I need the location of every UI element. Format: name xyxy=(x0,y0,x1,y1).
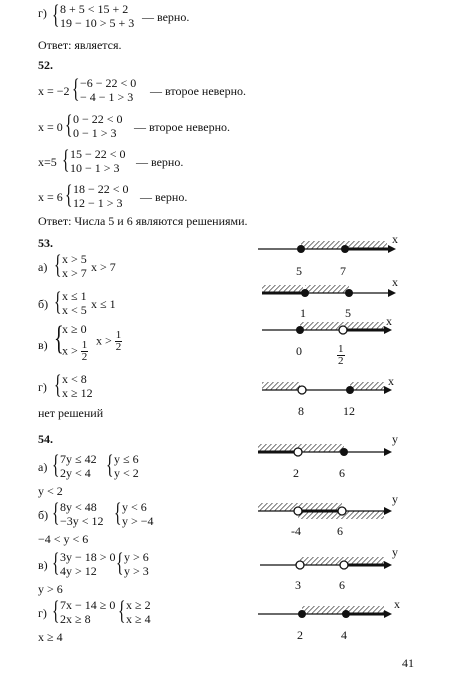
system-line: −3y < 12 xyxy=(60,514,104,528)
system-line: y > −4 xyxy=(122,514,154,528)
tick-label: 6 xyxy=(339,578,345,592)
system-line: 7y ≤ 42 xyxy=(60,452,97,466)
brace: { xyxy=(114,498,122,527)
axis-arrow xyxy=(384,448,392,456)
system-line: 4y > 12 xyxy=(60,564,97,578)
result: x ≥ 4 xyxy=(38,630,63,644)
tick-label: 6 xyxy=(337,524,343,538)
note: — верно. xyxy=(140,190,188,204)
result: x ≤ 1 xyxy=(91,297,116,311)
answer: Ответ: Числа 5 и 6 являются решениями. xyxy=(38,214,248,228)
part-label: б) xyxy=(38,508,49,522)
part-label: а) xyxy=(38,260,48,274)
denominator: 2 xyxy=(115,341,122,353)
note: — верно. xyxy=(142,10,190,24)
number-line-54g xyxy=(258,606,392,618)
denominator: 2 xyxy=(338,355,344,367)
open-point xyxy=(340,561,348,569)
open-point xyxy=(298,386,306,394)
no-solution: нет решений xyxy=(38,406,104,420)
number-line-54v xyxy=(260,557,392,569)
number-line-53b xyxy=(262,285,396,297)
filled-point xyxy=(301,289,309,297)
open-point xyxy=(296,561,304,569)
system-line: 15 − 22 < 0 xyxy=(70,147,126,161)
system-line: x < 5 xyxy=(62,303,87,317)
number-line-54a xyxy=(258,444,392,456)
brace: { xyxy=(52,596,60,625)
system-line: x > 7 xyxy=(62,266,87,280)
x-value: x = 0 xyxy=(38,120,63,134)
problem-number: 54. xyxy=(38,432,53,446)
tick-label: 6 xyxy=(339,466,345,480)
hatch-region xyxy=(350,382,384,390)
hatch-region xyxy=(262,382,300,390)
problem-number: 52. xyxy=(38,58,53,72)
brace: { xyxy=(54,370,62,399)
part-label: б) xyxy=(38,297,49,311)
filled-point xyxy=(297,245,305,253)
result: −4 < y < 6 xyxy=(38,532,89,546)
system-line: x > 5 xyxy=(62,252,87,266)
brace: { xyxy=(52,450,60,479)
number-line-53g xyxy=(262,382,392,394)
note: — второе неверно. xyxy=(150,84,247,98)
system-line: 19 − 10 > 5 + 3 xyxy=(60,16,135,30)
numerator: 1 xyxy=(115,329,122,341)
filled-point xyxy=(340,448,348,456)
fraction xyxy=(337,344,345,367)
filled-point xyxy=(298,610,306,618)
result: y < 2 xyxy=(38,484,63,498)
axis-arrow xyxy=(384,507,392,515)
note: — верно. xyxy=(136,155,184,169)
brace: { xyxy=(65,110,73,139)
open-point xyxy=(294,448,302,456)
system-line: −6 − 22 < 0 xyxy=(80,76,137,90)
tick-label: 7 xyxy=(340,264,346,278)
filled-point xyxy=(345,289,353,297)
system-line: y ≤ 6 xyxy=(114,452,139,466)
system-line: 2x ≥ 8 xyxy=(60,612,91,626)
open-point xyxy=(294,507,302,515)
open-point xyxy=(338,507,346,515)
brace: { xyxy=(72,74,80,103)
system-line: 8y < 48 xyxy=(60,500,97,514)
part-label: г) xyxy=(38,6,47,20)
result-text: x > xyxy=(96,333,112,348)
system-line: 3y − 18 > 0 xyxy=(60,550,116,564)
tick-label: 5 xyxy=(345,306,351,320)
brace: { xyxy=(52,0,60,29)
brace: { xyxy=(52,548,60,577)
system-line: y > 3 xyxy=(124,564,149,578)
tick-label: 2 xyxy=(293,466,299,480)
brace: { xyxy=(52,498,60,527)
tick-label: 0 xyxy=(296,344,302,358)
brace: { xyxy=(65,180,73,209)
tick-label: 5 xyxy=(296,264,302,278)
hatch-region xyxy=(305,285,349,293)
brace: { xyxy=(54,287,62,316)
tick-label: 12 xyxy=(343,404,355,418)
tick-label: 1 xyxy=(300,306,306,320)
filled-point xyxy=(342,610,350,618)
tick-label: 8 xyxy=(298,404,304,418)
axis-label: x xyxy=(394,597,400,611)
brace: { xyxy=(106,450,114,479)
tick-label: 4 xyxy=(341,628,347,642)
axis-label: x xyxy=(392,275,398,289)
denominator: 2 xyxy=(81,351,88,363)
tick-label: 2 xyxy=(297,628,303,642)
x-value: x = 6 xyxy=(38,190,63,204)
part-label: г) xyxy=(38,606,47,620)
part-label: а) xyxy=(38,460,48,474)
system-line: x < 8 xyxy=(62,372,87,386)
tick-label: -4 xyxy=(291,524,301,538)
system-line: y < 2 xyxy=(114,466,139,480)
system-line: y < 6 xyxy=(122,500,147,514)
problem-number: 53. xyxy=(38,236,53,250)
tick-label xyxy=(337,344,345,367)
axis-label: x xyxy=(388,374,394,388)
open-point xyxy=(339,326,347,334)
brace: { xyxy=(54,250,62,279)
answer: Ответ: является. xyxy=(38,38,122,52)
brace: { xyxy=(54,320,64,357)
tick-label: 3 xyxy=(295,578,301,592)
axis-label: x xyxy=(386,314,392,328)
axis-label: x xyxy=(392,232,398,246)
x-value: x=5 xyxy=(38,155,57,169)
numerator: 1 xyxy=(338,343,344,355)
filled-point xyxy=(346,386,354,394)
system-line: 0 − 22 < 0 xyxy=(73,112,123,126)
brace: { xyxy=(62,145,70,174)
part-label: г) xyxy=(38,380,47,394)
brace: { xyxy=(116,548,124,577)
system-line: 10 − 1 > 3 xyxy=(70,161,120,175)
system-line: x ≥ 2 xyxy=(126,598,151,612)
axis-label: y xyxy=(392,492,398,506)
system-line: − 4 − 1 > 3 xyxy=(80,90,134,104)
axis-arrow xyxy=(388,289,396,297)
system-line: 2y < 4 xyxy=(60,466,91,480)
system-line: y > 6 xyxy=(124,550,149,564)
axis-label: y xyxy=(392,432,398,446)
system-line: 12 − 1 > 3 xyxy=(73,196,123,210)
system-line: 0 − 1 > 3 xyxy=(73,126,117,140)
number-line-54b xyxy=(258,503,392,519)
part-label: в) xyxy=(38,558,48,572)
system-line: x ≥ 4 xyxy=(126,612,151,626)
system-line: 18 − 22 < 0 xyxy=(73,182,129,196)
part-label: в) xyxy=(38,338,48,352)
filled-point xyxy=(341,245,349,253)
system-line: x ≤ 1 xyxy=(62,289,87,303)
system-line: x ≥ 12 xyxy=(62,386,93,400)
x-value: x = −2 xyxy=(38,84,70,98)
number-line-53v xyxy=(262,322,392,334)
page-number: 41 xyxy=(402,656,414,670)
system-line: x ≥ 0 xyxy=(62,322,87,336)
number-line-53a xyxy=(258,241,396,253)
note: — второе неверно. xyxy=(134,120,231,134)
numerator: 1 xyxy=(81,339,88,351)
system-line: 7x − 14 ≥ 0 xyxy=(60,598,116,612)
brace: { xyxy=(118,596,126,625)
system-line-text: x > xyxy=(62,343,78,358)
system-line: 8 + 5 < 15 + 2 xyxy=(60,2,129,16)
axis-label: y xyxy=(392,545,398,559)
result: x > 7 xyxy=(91,260,116,274)
result: y > 6 xyxy=(38,582,63,596)
filled-point xyxy=(296,326,304,334)
